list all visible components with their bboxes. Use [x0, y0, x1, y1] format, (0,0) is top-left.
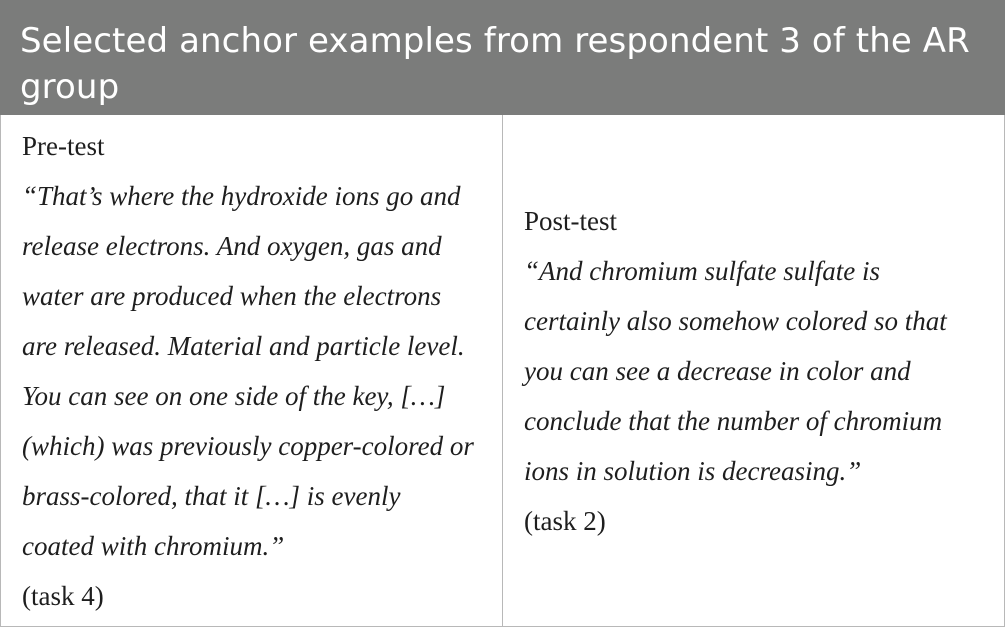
post-test-quote-line: certainly also somehow colored so that	[524, 305, 947, 336]
pre-test-quote-line: “That’s where the hydroxide ions go and	[22, 180, 461, 211]
post-test-quote-line: you can see a decrease in color and	[524, 355, 911, 386]
pre-test-task-label: (task 4)	[22, 580, 104, 611]
pre-test-heading: Pre-test	[22, 130, 105, 161]
pre-test-quote-line: water are produced when the electrons	[22, 280, 442, 311]
post-test-quote-line: conclude that the number of chromium	[524, 405, 943, 436]
table-title: Selected anchor examples from respondent 3 of the AR group	[20, 21, 970, 107]
table-row	[0, 115, 1005, 627]
post-test-quote-line: ions in solution is decreasing.”	[524, 455, 862, 486]
post-test-cell	[503, 115, 1004, 626]
pre-test-quote-line: are released. Material and particle level.	[22, 330, 465, 361]
pre-test-cell	[1, 115, 503, 626]
pre-test-quote-line: coated with chromium.”	[22, 530, 285, 561]
post-test-heading: Post-test	[524, 205, 618, 236]
post-test-quote-line: “And chromium sulfate sulfate is	[524, 255, 880, 286]
pre-test-quote-line: release electrons. And oxygen, gas and	[22, 230, 442, 261]
pre-test-quote-line: brass-colored, that it […] is evenly	[22, 480, 401, 511]
pre-test-quote-line: (which) was previously copper-colored or	[22, 430, 474, 461]
post-test-task-label: (task 2)	[524, 505, 606, 536]
pre-test-quote-line: You can see on one side of the key, […]	[22, 380, 446, 411]
table-header	[0, 0, 1005, 115]
